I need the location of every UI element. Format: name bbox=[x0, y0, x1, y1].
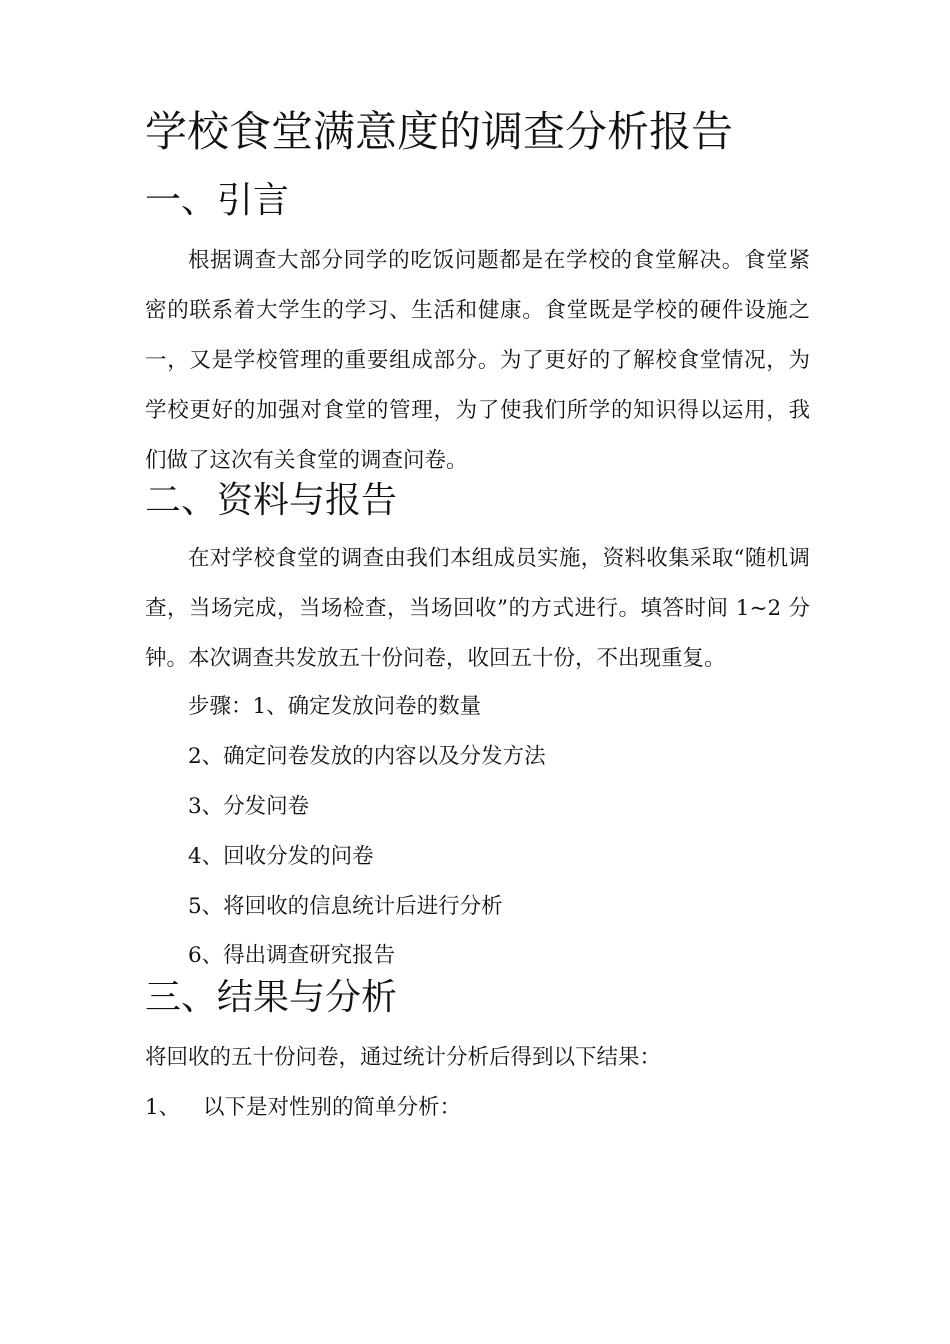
results-intro: 将回收的五十份问卷，通过统计分析后得到以下结果： bbox=[145, 1045, 662, 1070]
introduction-paragraph: 根据调查大部分同学的吃饭问题都是在学校的食堂解决。食堂紧密的联系着大学生的学习、生活和健康。食堂既是学校的硬件设施之一，又是学校管理的重要组成部分。为了更好的了解校食堂情况，为学校更好的加强对食堂的管理，为了使我们所学的知识得以运用，我们做了这次有关食堂的调查问卷。 bbox=[145, 248, 810, 473]
materials-paragraph: 在对学校食堂的调查由我们本组成员实施，资料收集采取“随机调查，当场完成，当场检查，当场回收”的方式进行。填答时间 1~2 分钟。本次调查共发放五十份问卷，收回五十份，不出现重复。 bbox=[145, 546, 810, 671]
section-heading-introduction: 一、引言 bbox=[145, 180, 290, 221]
step-item: 3、分发问卷 bbox=[188, 794, 310, 819]
results-list-text: 以下是对性别的简单分析： bbox=[203, 1095, 462, 1120]
step-item: 4、回收分发的问卷 bbox=[188, 844, 374, 869]
results-list-number: 1、 bbox=[145, 1095, 181, 1120]
step-item: 5、将回收的信息统计后进行分析 bbox=[188, 894, 503, 919]
step-item: 6、得出调查研究报告 bbox=[188, 943, 396, 968]
section-heading-materials-report: 二、资料与报告 bbox=[145, 480, 398, 521]
section-heading-results-analysis: 三、结果与分析 bbox=[145, 977, 398, 1018]
results-list-item bbox=[145, 1093, 825, 1123]
document-title: 学校食堂满意度的调查分析报告 bbox=[145, 107, 734, 156]
step-item: 步骤：1、确定发放问卷的数量 bbox=[188, 694, 482, 719]
step-item: 2、确定问卷发放的内容以及分发方法 bbox=[188, 744, 546, 769]
